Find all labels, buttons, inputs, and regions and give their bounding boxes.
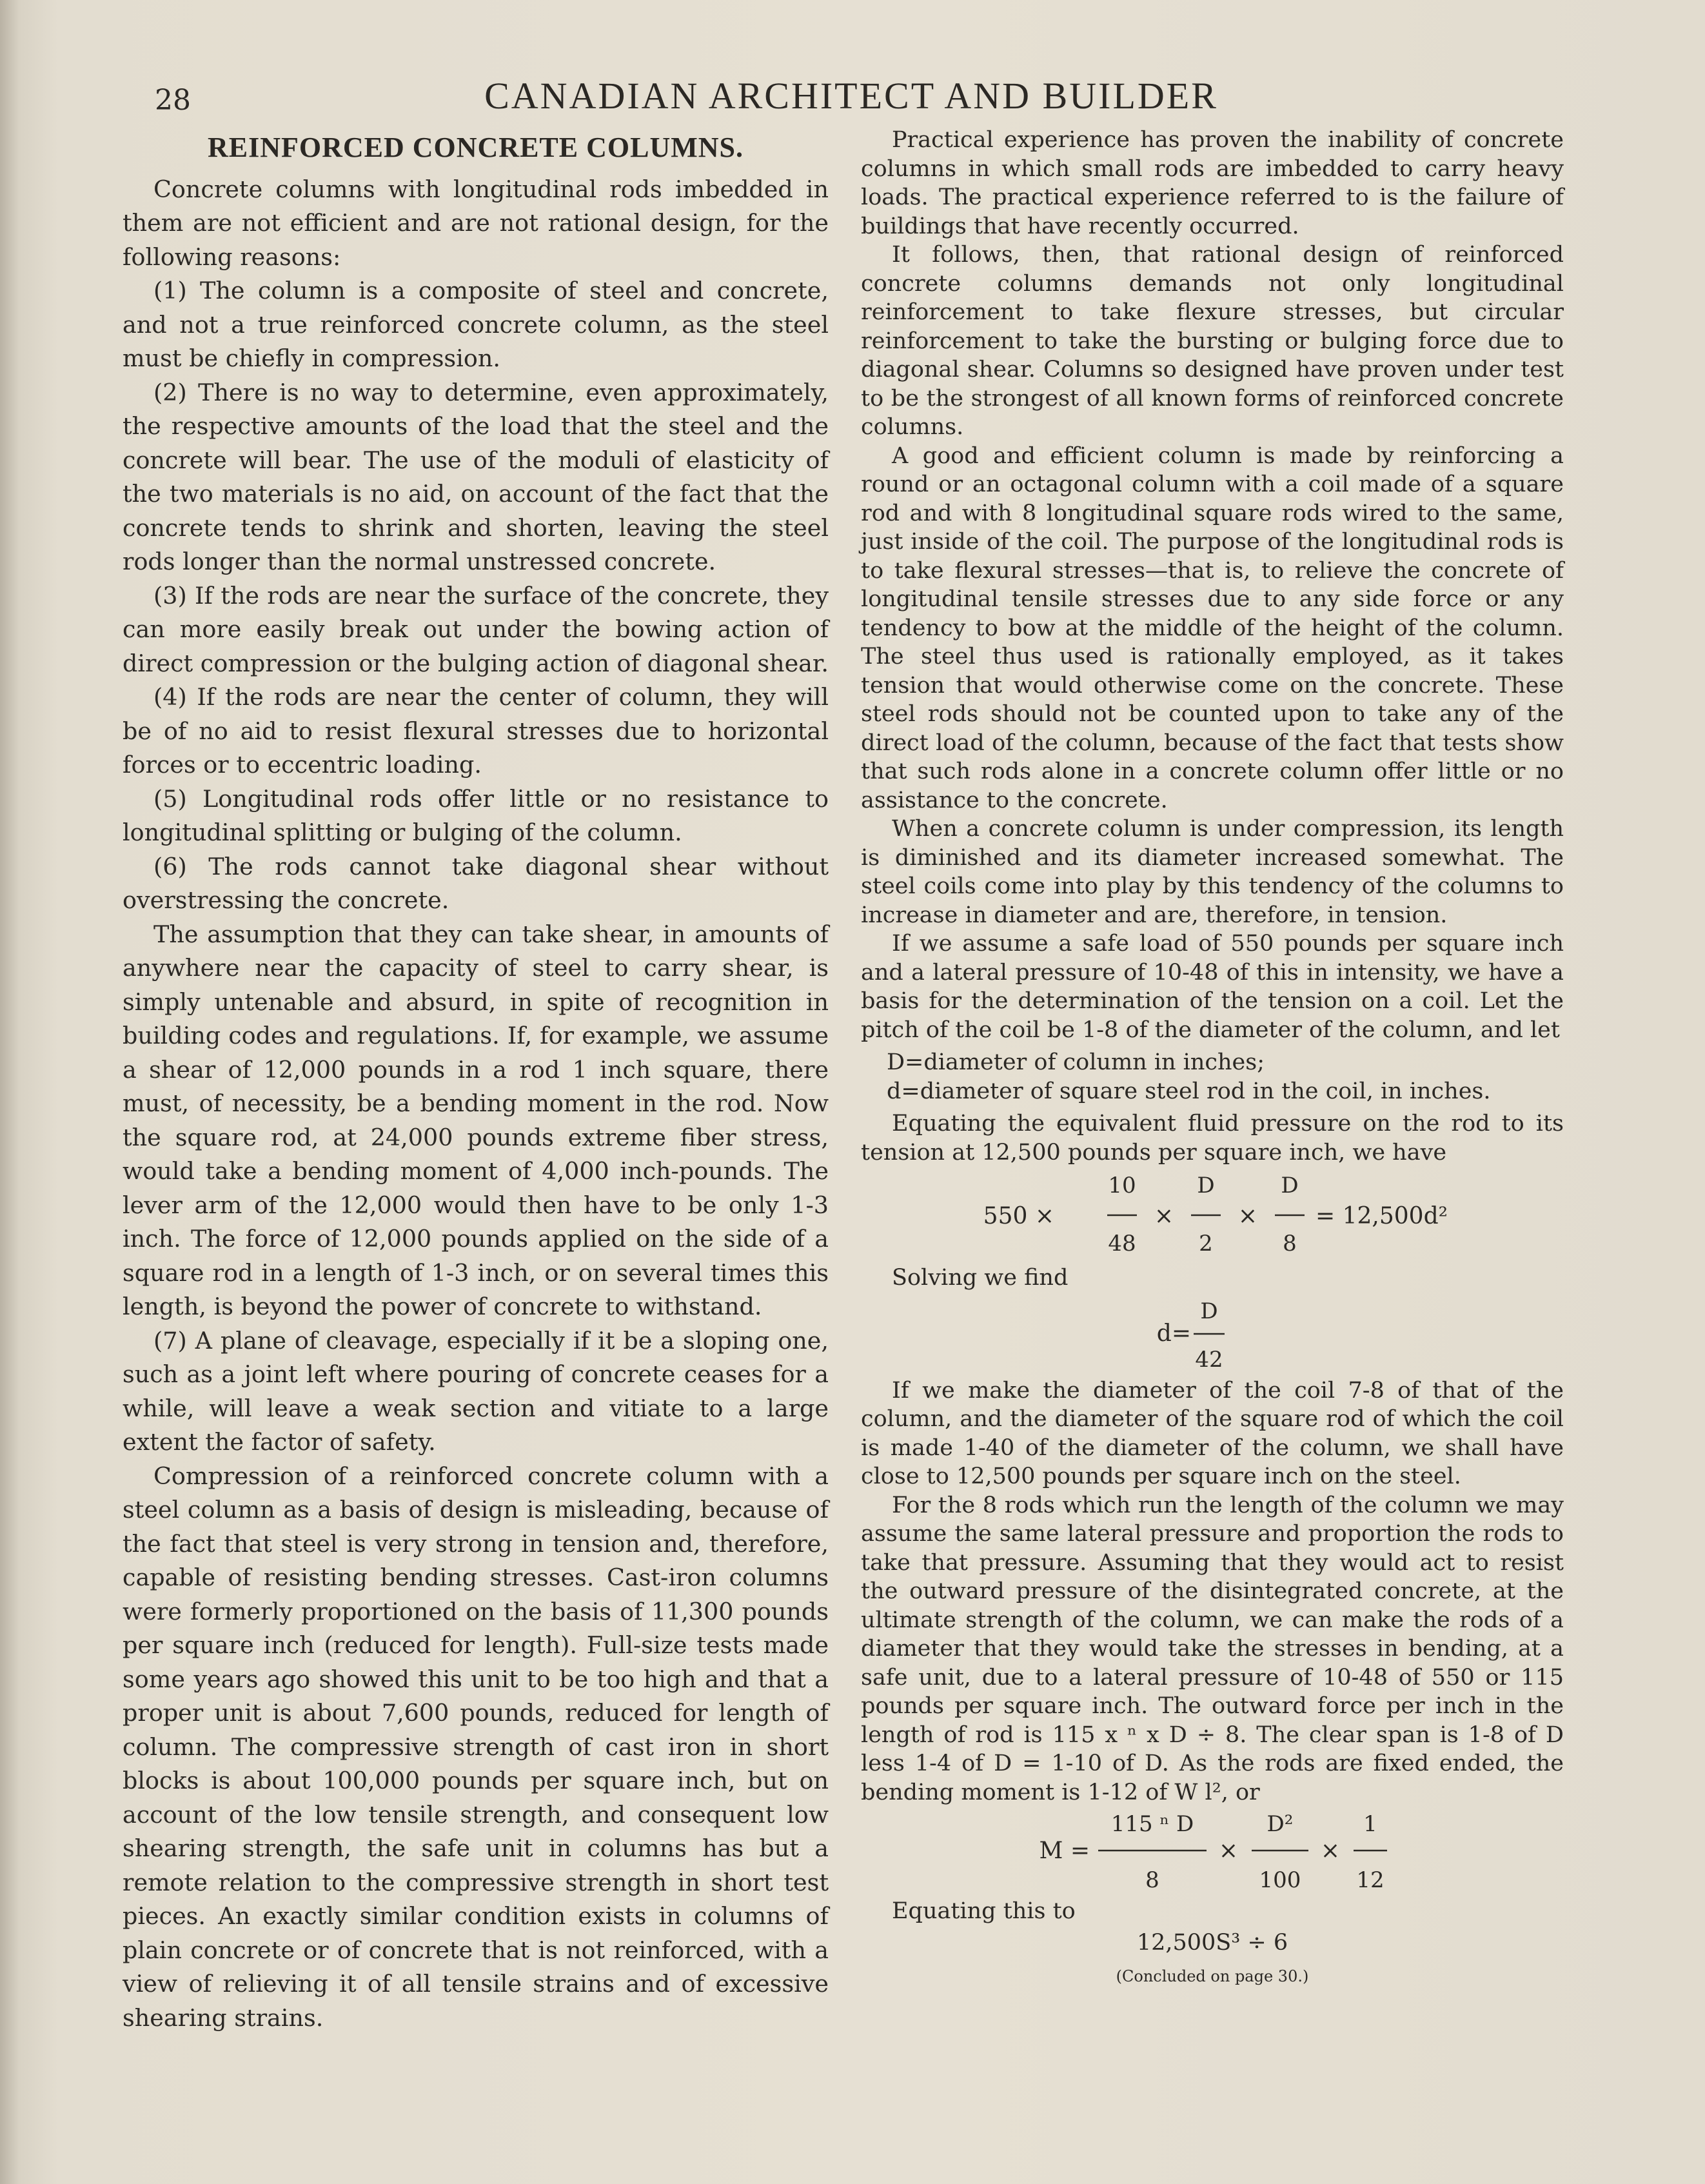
formula1-fraction-2 <box>1191 1173 1221 1256</box>
formula1-lead: 550 × <box>983 1203 1054 1229</box>
paragraph: The assumption that they can take shear, in amounts of anywhere near the capacity of steel to carry shear, is simply untenable and absurd, in spite of recognition in building codes and regulations. If, for example, we assume a shear of 12,000 pounds in a rod 1 inch square, there must, of necessity, be a bending moment in the rod. Now the square rod, at 24,000 pounds extreme fiber stress, would take a bending moment of 4,000 inch-pounds. The lever arm of the 12,000 would then have to be only 1-3 inch. The force of 12,000 pounds applied on the side of a square rod in a length of 1-3 inch, or on several times this length, is beyond the power of concrete to withstand. <box>123 920 829 1320</box>
running-title: CANADIAN ARCHITECT AND BUILDER <box>484 75 1218 117</box>
times-sign: × <box>1218 1838 1239 1864</box>
paragraph: Practical experience has proven the inability of concrete columns in which small rods are imbedded to carry heavy loads. The practical experience referred to is the failure of buildings that have recently occurred. <box>861 127 1564 239</box>
paragraph: (1) The column is a composite of steel and concrete, and not a true reinforced concrete column, as the steel must be chiefly in compression. <box>123 277 829 372</box>
paragraph: (6) The rods cannot take diagonal shear without overstressing the concrete. <box>123 852 829 914</box>
formula2-lhs: d= <box>1156 1320 1191 1347</box>
left-column <box>123 126 829 2035</box>
formula1-den-2: 2 <box>1199 1231 1213 1256</box>
page-number: 28 <box>155 84 191 117</box>
formula3-fraction-2 <box>1252 1811 1308 1893</box>
paragraph: Equating the equivalent fluid pressure on the rod to its tension at 12,500 pounds per square inch, we have <box>861 1111 1564 1166</box>
right-column <box>861 126 1564 1991</box>
paragraph: (7) A plane of cleavage, especially if it be a sloping one, such as a joint left where pouring of concrete ceases for a while, will leave a weak section and vitiate to a large extent the factor of safety. <box>123 1326 829 1456</box>
formula3-fraction-1 <box>1098 1811 1207 1893</box>
paragraph: When a concrete column is under compression, its length is diminished and its diameter increased somewhat. The steel coils come into play by this tendency of the columns to increase in diameter and are, therefore, in tension. <box>861 816 1564 928</box>
formula-section-modulus: 12,500S³ ÷ 6 <box>1136 1929 1288 1956</box>
times-sign: × <box>1237 1203 1258 1229</box>
paragraph: Solving we find <box>892 1265 1069 1291</box>
page-header <box>148 71 1470 129</box>
paragraph: Compression of a reinforced concrete column with a steel column as a basis of design is misleading, because of the fact that steel is very strong in tension and, therefore, capable of resisting bending stresses. Cast-iron columns were formerly proportioned on the basis of 11,300 pounds per square inch (reduced for length). Full-size tests made some years ago showed this unit to be too high and that a proper unit is about 7,600 pounds, reduced for length of column. The compressive strength of cast iron in short blocks is about 100,000 pounds per square inch, but on account of the low tensile strength, and consequent low shearing strength, the safe unit in columns has but a remote relation to the compressive strength in short test pieces. An exactly similar condition exists in columns of plain concrete or of concrete that is not reinforced, with a view of relieving it of all tensile strains and of excessive shearing strains. <box>123 1462 829 2032</box>
article-title: REINFORCED CONCRETE COLUMNS. <box>207 132 744 163</box>
formula2-den: 42 <box>1195 1346 1223 1373</box>
definitions <box>861 1048 1564 1106</box>
paragraph: (3) If the rods are near the surface of the concrete, they can more easily break out under the bowing action of direct compression or the bulging action of diagonal shear. <box>123 581 829 677</box>
formula3-lhs: M = <box>1039 1838 1090 1864</box>
formula1-num-1: 10 <box>1108 1173 1136 1198</box>
times-sign: × <box>1154 1203 1174 1229</box>
paragraph: It follows, then, that rational design of reinforced concrete columns demands not only longitudinal reinforcement to take flexure stresses, but circular reinforcement to take the bursting or bulging force due to diagonal shear. Columns so designed have proven under test to be the strongest of all known forms of reinforced concrete columns. <box>861 242 1564 440</box>
formula3-den-3: 12 <box>1356 1867 1385 1893</box>
formula1-den-1: 48 <box>1108 1231 1136 1256</box>
paragraph: If we make the diameter of the coil 7-8 of that of the column, and the diameter of the square rod of which the coil is made 1-40 of the diameter of the column, we shall have close to 12,500 pounds per square inch on the steel. <box>861 1377 1564 1489</box>
paragraph: Equating this to <box>892 1898 1076 1924</box>
formula3-den-2: 100 <box>1259 1867 1301 1893</box>
paragraph: If we assume a safe load of 550 pounds per square inch and a lateral pressure of 10-48 of this in intensity, we have a basis for the determination of the tension on a coil. Let the pitch of the coil be 1-8 of the diameter of the column, and let <box>861 931 1564 1043</box>
formula1-num-3: D <box>1281 1173 1299 1198</box>
paragraph: Concrete columns with longitudinal rods imbedded in them are not efficient and are not rational design, for the following reasons: <box>123 175 829 271</box>
definition-d: d=diameter of square steel rod in the coil, in inches. <box>887 1078 1491 1104</box>
continuation-note: (Concluded on page 30.) <box>1116 1967 1309 1985</box>
formula2-num: D <box>1200 1298 1218 1324</box>
formula3-num-2: D² <box>1266 1811 1294 1837</box>
formula-rod-diameter <box>861 1293 1564 1376</box>
formula3-fraction-3 <box>1354 1811 1387 1893</box>
formula1-fraction-1 <box>1107 1173 1137 1256</box>
formula3-num-3: 1 <box>1363 1811 1377 1837</box>
formula3-num-1: 115 ⁿ D <box>1110 1811 1194 1837</box>
formula1-fraction-3 <box>1275 1173 1305 1256</box>
paragraph: (2) There is no way to determine, even approximately, the respective amounts of the load that the steel and the concrete will bear. The use of the moduli of elasticity of the two materials is no aid, on account of the fact that the concrete tends to shrink and shorten, leaving the steel rods longer than the normal unstressed concrete. <box>123 378 829 575</box>
paragraph: (5) Longitudinal rods offer little or no resistance to longitudinal splitting or bulging of the column. <box>123 784 829 846</box>
formula3-den-1: 8 <box>1145 1867 1159 1893</box>
formula1-num-2: D <box>1197 1173 1215 1198</box>
paragraph: (4) If the rods are near the center of column, they will be of no aid to resist flexural stresses due to horizontal forces or to eccentric loading. <box>123 683 829 779</box>
paragraph: For the 8 rods which run the length of the column we may assume the same lateral pressure and proportion the rods to take that pressure. Assuming that they would act to resist the outward pressure of the disintegrated concrete, at the ultimate strength of the column, we can make the rods of a diameter that they would take the stresses in bending, at a safe unit, due to a lateral pressure of 10-48 of 550 or 115 pounds per square inch. The outward force per inch in the length of rod is 115 x ⁿ x D ÷ 8. The clear span is 1-8 of D less 1-4 of D = 1-10 of D. As the rods are fixed ended, the bending moment is 1-12 of W l², or <box>861 1492 1564 1805</box>
formula1-den-3: 8 <box>1283 1231 1297 1256</box>
paragraph: A good and efficient column is made by reinforcing a round or an octagonal column with a coil made of a square rod and with 8 longitudinal square rods wired to the same, just inside of the coil. The purpose of the longitudinal rods is to take flexural stresses—that is, to relieve the concrete of longitudinal tensile stresses due to any side force or any tendency to bow at the middle of the height of the column. The steel thus used is rationally employed, as it takes tension that would otherwise come on the concrete. These steel rods should not be counted upon to take any of the direct load of the column, because of the fact that tests show that such rods alone in a concrete column offer little or no assistance to the concrete. <box>861 442 1564 813</box>
formula-bending-moment <box>861 1807 1564 1897</box>
formula1-result: = 12,500d² <box>1316 1203 1448 1229</box>
times-sign: × <box>1320 1838 1341 1864</box>
formula-coil-tension <box>861 1167 1564 1264</box>
definition-D: D=diameter of column in inches; <box>887 1049 1265 1075</box>
